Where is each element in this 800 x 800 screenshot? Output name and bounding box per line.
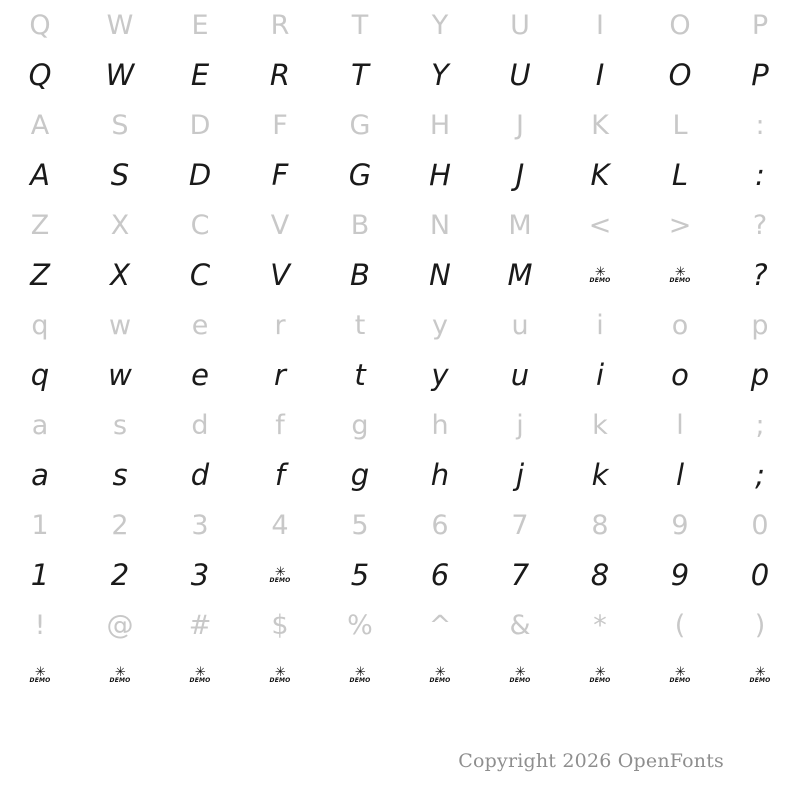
leaf-ornament-icon: ✳ [595,264,605,280]
specimen-glyph: 0 [750,557,770,592]
reference-glyph: 2 [111,509,129,541]
reference-glyph: 3 [191,509,209,541]
specimen-glyph: S [110,157,130,192]
reference-glyph: ) [754,609,766,641]
leaf-ornament-icon: ✳ [115,664,125,680]
reference-glyph: E [191,9,209,41]
specimen-glyph: i [595,357,605,392]
specimen-glyph: P [751,57,769,92]
reference-glyph: l [676,409,684,441]
demo-label: DEMO [589,676,611,684]
copyright-notice: Copyright 2026 OpenFonts [458,750,724,772]
reference-glyph: g [351,409,369,441]
specimen-glyph: Z [30,257,50,292]
reference-glyph: u [511,309,529,341]
reference-glyph: d [191,409,209,441]
reference-glyph: 5 [351,509,369,541]
leaf-ornament-icon: ✳ [275,564,285,580]
demo-glyph [269,664,291,684]
reference-glyph: % [347,609,373,641]
reference-glyph: r [274,309,286,341]
specimen-glyph: T [351,57,369,92]
specimen-glyph: F [271,157,289,192]
specimen-glyph: l [675,457,685,492]
reference-glyph: J [516,109,524,141]
reference-glyph: W [106,9,134,41]
demo-glyph [269,564,291,584]
demo-label: DEMO [589,276,611,284]
specimen-glyph: 5 [350,557,370,592]
specimen-glyph: t [354,357,366,392]
specimen-glyph: L [671,157,689,192]
reference-glyph: a [31,409,49,441]
specimen-glyph: p [750,357,770,392]
reference-glyph: 4 [271,509,289,541]
specimen-glyph: A [30,157,50,192]
reference-glyph: @ [106,609,134,641]
reference-glyph: w [108,309,132,341]
demo-glyph [589,664,611,684]
reference-glyph: 7 [511,509,529,541]
specimen-glyph: j [515,457,525,492]
demo-label: DEMO [349,676,371,684]
reference-glyph: > [668,209,692,241]
demo-watermark-glyph [560,650,640,700]
reference-glyph: ; [755,409,765,441]
specimen-glyph: C [189,257,211,292]
demo-glyph [669,664,691,684]
specimen-glyph: u [510,357,530,392]
specimen-glyph: Q [28,57,52,92]
reference-glyph: s [112,409,128,441]
specimen-glyph: 2 [110,557,130,592]
specimen-glyph: g [350,457,370,492]
demo-watermark-glyph [0,650,80,700]
reference-glyph: # [188,609,212,641]
specimen-glyph: ? [752,257,768,292]
demo-label: DEMO [109,676,131,684]
demo-watermark-glyph [480,650,560,700]
reference-glyph: P [751,9,769,41]
reference-glyph: 0 [751,509,769,541]
demo-label: DEMO [669,276,691,284]
specimen-glyph: V [270,257,290,292]
reference-glyph: L [672,109,688,141]
reference-glyph: ^ [428,609,452,641]
leaf-ornament-icon: ✳ [755,664,765,680]
demo-glyph [669,264,691,284]
demo-watermark-glyph [320,650,400,700]
specimen-glyph: 9 [670,557,690,592]
reference-glyph: K [591,109,609,141]
specimen-glyph: h [430,457,450,492]
reference-glyph: H [429,109,451,141]
reference-glyph: t [354,309,366,341]
leaf-ornament-icon: ✳ [435,664,445,680]
specimen-glyph: a [31,457,49,492]
demo-watermark-glyph [400,650,480,700]
specimen-glyph: : [755,157,765,192]
reference-glyph: < [588,209,612,241]
reference-glyph: Z [30,209,50,241]
demo-glyph [29,664,51,684]
reference-glyph: I [596,9,604,41]
reference-glyph: B [350,209,370,241]
specimen-glyph: e [191,357,209,392]
demo-label: DEMO [669,676,691,684]
demo-label: DEMO [189,676,211,684]
specimen-glyph: o [671,357,689,392]
specimen-glyph: G [348,157,372,192]
reference-glyph: h [431,409,449,441]
demo-glyph [589,264,611,284]
reference-glyph: X [110,209,130,241]
demo-glyph [429,664,451,684]
reference-glyph: e [191,309,209,341]
reference-glyph: ( [674,609,686,641]
reference-glyph: C [190,209,210,241]
reference-glyph: 6 [431,509,449,541]
specimen-glyph: M [507,257,533,292]
reference-glyph: D [189,109,211,141]
leaf-ornament-icon: ✳ [355,664,365,680]
reference-glyph: & [509,609,531,641]
specimen-glyph: W [105,57,135,92]
specimen-glyph: q [30,357,50,392]
reference-glyph: M [508,209,532,241]
specimen-glyph: ; [755,457,765,492]
reference-glyph: p [751,309,769,341]
reference-glyph: S [111,109,129,141]
leaf-ornament-icon: ✳ [195,664,205,680]
specimen-glyph: J [515,157,525,192]
specimen-glyph: 1 [30,557,50,592]
reference-glyph: k [592,409,608,441]
specimen-glyph: Y [431,57,449,92]
reference-glyph: V [270,209,290,241]
reference-glyph: i [596,309,604,341]
reference-glyph: Q [29,9,51,41]
reference-glyph: y [432,309,448,341]
demo-label: DEMO [509,676,531,684]
reference-glyph: A [30,109,50,141]
specimen-glyph: 3 [190,557,210,592]
demo-watermark-glyph [160,650,240,700]
demo-label: DEMO [429,676,451,684]
leaf-ornament-icon: ✳ [675,264,685,280]
specimen-glyph: 6 [430,557,450,592]
reference-glyph: o [671,309,689,341]
specimen-glyph: E [190,57,210,92]
leaf-ornament-icon: ✳ [595,664,605,680]
demo-watermark-glyph [720,650,800,700]
demo-watermark-glyph [80,650,160,700]
demo-glyph [509,664,531,684]
demo-watermark-glyph [640,650,720,700]
leaf-ornament-icon: ✳ [35,664,45,680]
demo-glyph [349,664,371,684]
reference-glyph: * [593,609,607,641]
specimen-glyph: y [431,357,449,392]
specimen-glyph: D [188,157,212,192]
specimen-glyph: f [274,457,286,492]
demo-watermark-glyph [560,250,640,300]
specimen-glyph: 7 [510,557,530,592]
specimen-glyph: K [590,157,610,192]
reference-glyph: O [669,9,691,41]
specimen-glyph: X [110,257,130,292]
reference-glyph: ? [752,209,768,241]
specimen-glyph: N [429,257,451,292]
reference-glyph: R [270,9,290,41]
demo-label: DEMO [29,676,51,684]
specimen-glyph: s [112,457,128,492]
demo-label: DEMO [269,676,291,684]
demo-glyph [189,664,211,684]
demo-glyph [749,664,771,684]
reference-glyph: 1 [31,509,49,541]
specimen-glyph: r [274,357,286,392]
demo-watermark-glyph [640,250,720,300]
specimen-glyph: R [269,57,291,92]
leaf-ornament-icon: ✳ [515,664,525,680]
specimen-glyph: k [591,457,609,492]
reference-glyph: $ [271,609,289,641]
reference-glyph: N [429,209,451,241]
reference-glyph: F [272,109,288,141]
reference-glyph: f [275,409,285,441]
reference-glyph: U [510,9,530,41]
demo-watermark-glyph [240,550,320,600]
specimen-glyph: B [350,257,370,292]
reference-glyph: ! [34,609,46,641]
specimen-glyph: U [509,57,531,92]
leaf-ornament-icon: ✳ [675,664,685,680]
specimen-glyph: w [108,357,132,392]
reference-glyph: j [516,409,524,441]
leaf-ornament-icon: ✳ [275,664,285,680]
specimen-glyph: H [429,157,451,192]
reference-glyph: 8 [591,509,609,541]
reference-glyph: 9 [671,509,689,541]
demo-label: DEMO [269,576,291,584]
reference-glyph: Y [431,9,449,41]
reference-glyph: : [755,109,765,141]
reference-glyph: q [31,309,49,341]
specimen-glyph: 8 [590,557,610,592]
specimen-glyph: d [190,457,210,492]
reference-glyph: T [351,9,369,41]
specimen-glyph: I [595,57,605,92]
reference-glyph: G [349,109,371,141]
demo-glyph [109,664,131,684]
demo-watermark-glyph [240,650,320,700]
specimen-glyph: O [668,57,692,92]
demo-label: DEMO [749,676,771,684]
